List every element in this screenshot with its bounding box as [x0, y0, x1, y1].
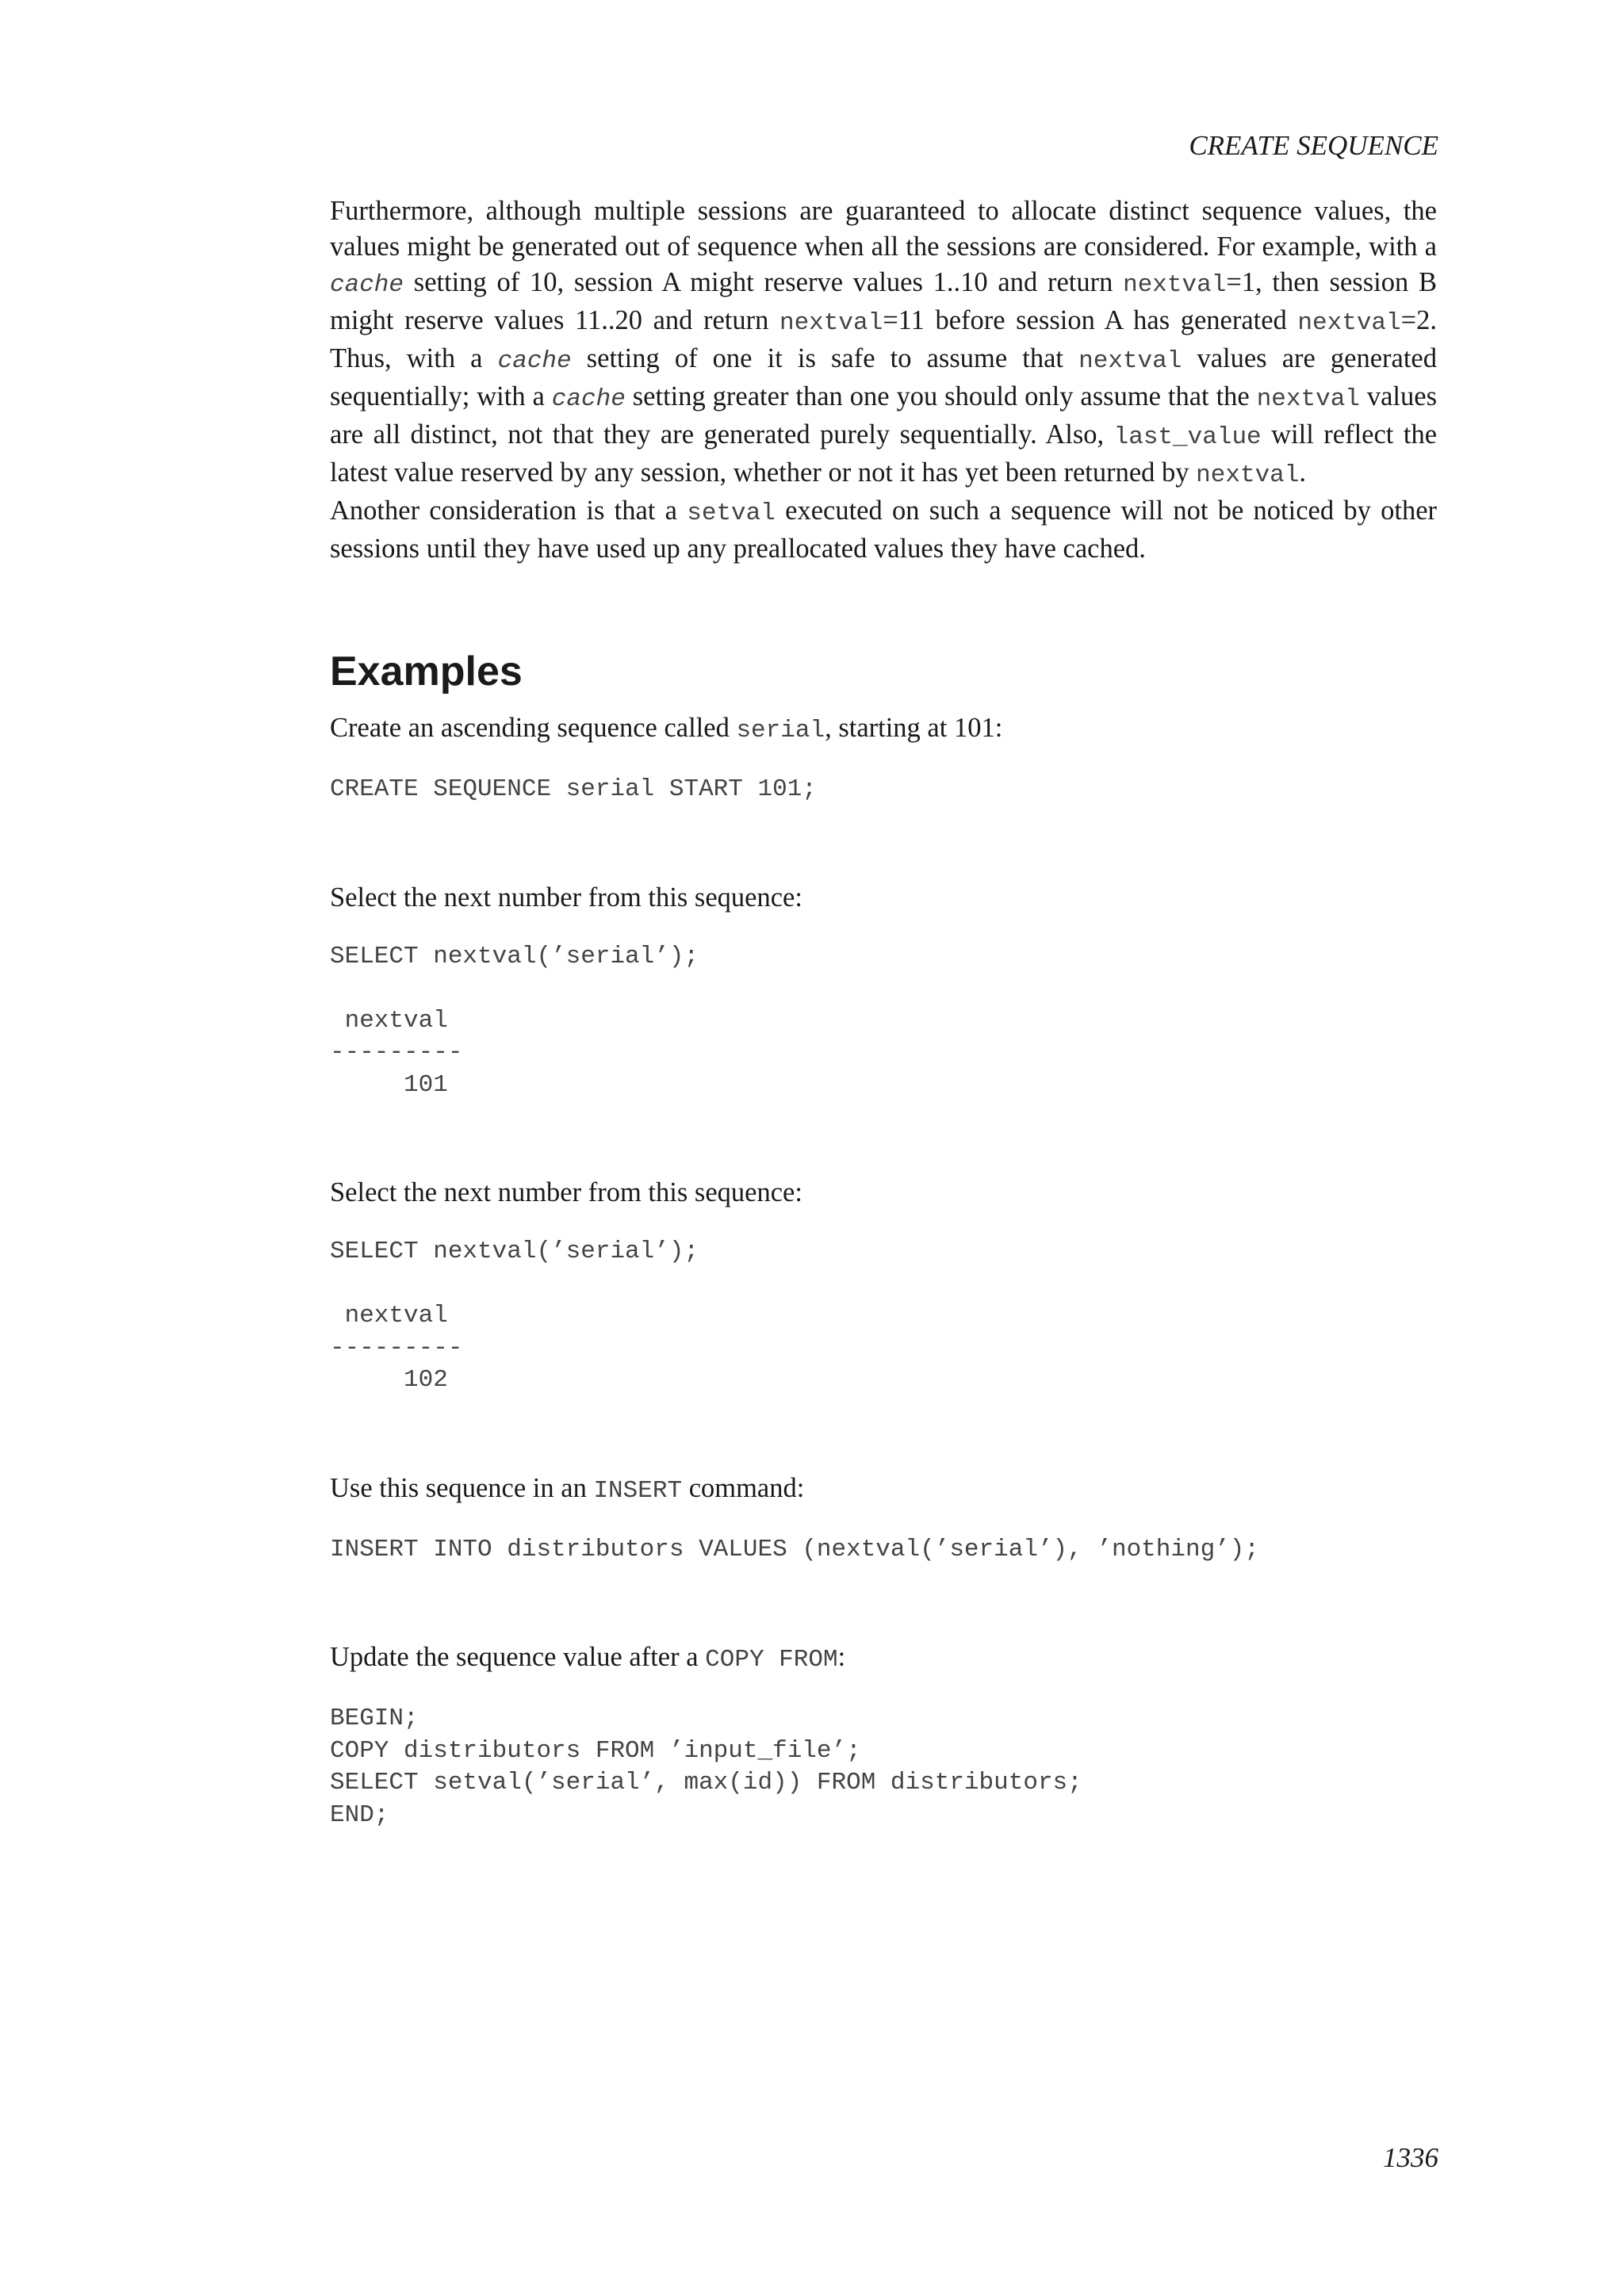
code-block-select-nextval-1: SELECT nextval(’serial’); nextval --------- 101 — [330, 942, 699, 1099]
code-block-setval: BEGIN; COPY distributors FROM ’input_file’; SELECT setval(’serial’, max(id)) FROM distributors; END; — [330, 1705, 1082, 1829]
code-block-insert: INSERT INTO distributors VALUES (nextval(’serial’), ’nothing’); — [330, 1535, 1259, 1563]
inline-code: serial — [736, 717, 825, 744]
section-heading-examples: Examples — [330, 649, 523, 695]
text-run: Furthermore, although multiple sessions are guaranteed to allocate distinct sequence values, the values might be generated out of sequence when all the sessions are considered. For example, with a — [330, 196, 1437, 262]
text-run: : — [837, 1642, 846, 1672]
text-run: values are generated sequentially; with a — [330, 343, 1437, 411]
text-run: =11 before session A has generated — [883, 305, 1298, 335]
text-run: setting greater than one you should only assume that the — [625, 381, 1257, 411]
text-run: Update the sequence value after a — [330, 1642, 706, 1672]
example-intro-insert — [330, 1471, 1437, 1509]
inline-code: COPY FROM — [705, 1646, 838, 1674]
example-intro-select-2 — [330, 1175, 1437, 1211]
inline-code: nextval — [1196, 461, 1300, 489]
text-run: , starting at 101: — [825, 713, 1003, 743]
page-number: 1336 — [1383, 2142, 1438, 2173]
text-run: . — [1299, 457, 1307, 488]
example-intro-select-1 — [330, 880, 1437, 916]
text-run: will reflect the latest value reserved by any session, whether or not it has yet been returned by — [330, 419, 1438, 488]
inline-code: last_value — [1113, 423, 1262, 451]
text-run: setting of one it is safe to assume that — [571, 343, 1079, 373]
example-intro-copy-from — [330, 1640, 1437, 1678]
inline-code: nextval — [1123, 271, 1227, 299]
code-block-create-sequence: CREATE SEQUENCE serial START 101; — [330, 775, 817, 803]
inline-code-emphasis: cache — [330, 271, 404, 299]
text-run: Create an ascending sequence called — [330, 713, 737, 743]
text-run: command: — [682, 1472, 805, 1503]
code-block-select-nextval-2: SELECT nextval(’serial’); nextval --------- 102 — [330, 1238, 699, 1394]
inline-code-emphasis: cache — [551, 385, 626, 413]
paragraph-cache-behavior — [330, 193, 1437, 493]
inline-code: nextval — [1256, 385, 1360, 413]
text-run: =1, then session B might reserve values 11..20 and return — [330, 267, 1437, 335]
text-run: setting of 10, session A might reserve values 1..10 and return — [404, 267, 1124, 297]
inline-code: nextval — [779, 309, 883, 337]
inline-code-emphasis: cache — [497, 347, 572, 375]
inline-code: INSERT — [593, 1476, 683, 1505]
inline-code: nextval — [1297, 309, 1401, 337]
text-run: Another consideration is that a — [330, 496, 688, 526]
inline-code: nextval — [1078, 347, 1182, 375]
paragraph-setval-note — [330, 493, 1437, 567]
running-header: CREATE SEQUENCE — [1189, 130, 1438, 161]
inline-code: setval — [687, 499, 776, 527]
text-run: values are all distinct, not that they are generated purely sequentially. Also, — [330, 381, 1438, 450]
example-intro-create — [330, 710, 1437, 748]
text-run: executed on such a sequence will not be noticed by other sessions until they have used up any preallocated values they have cached. — [330, 496, 1437, 564]
text-run: =2. Thus, with a — [330, 305, 1437, 373]
text-run: Select the next number from this sequence: — [330, 1177, 802, 1207]
page-content — [330, 193, 1437, 1831]
text-run: Select the next number from this sequence: — [330, 882, 802, 913]
text-run: Use this sequence in an — [330, 1472, 594, 1503]
